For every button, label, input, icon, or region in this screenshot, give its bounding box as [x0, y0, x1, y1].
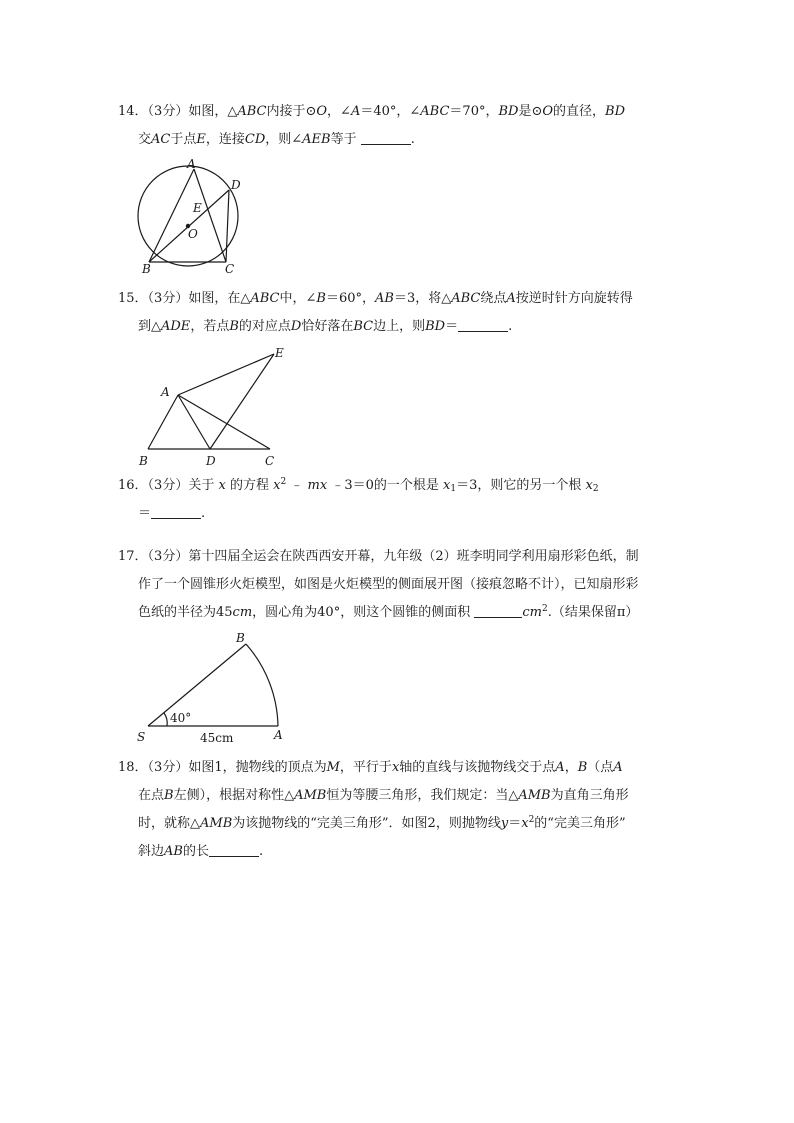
figure-15-rotation [134, 345, 294, 473]
segment-ac [178, 395, 270, 449]
figure-14-circle [128, 158, 252, 278]
q15-line-2: 到△ADE，若点B的对应点D恰好落在BC边上，则BD＝ . [138, 319, 513, 334]
q17-line-1: 17．（3分）第十四届全运会在陕西西安开幕，九年级（2）班李明同学利用扇形彩色纸，制 [118, 549, 639, 564]
q17-line-3: 色纸的半径为45cm，圆心角为40°，则这个圆锥的侧面积 $cm^2$.（结果保留π） [138, 604, 639, 620]
label-b: B [139, 454, 148, 468]
arc-ab [246, 644, 278, 726]
question-15 [118, 285, 678, 341]
label-c: C [225, 262, 235, 276]
figure-17-sector [134, 627, 304, 747]
q16-line-1: 16．（3分）关于 x 的方程 $x^2$ ﹣ mx ﹣3＝0的一个根是 $x_1=3$，则它的另一个根 $x_2$ [118, 477, 599, 494]
segment-ad [178, 395, 210, 449]
answer-blank-15[interactable] [458, 317, 508, 332]
radius-sb [148, 644, 246, 726]
q18-line-2: 在点B左侧），根据对称性△AMB恒为等腰三角形，我们规定：当△AMB为直角三角形 [138, 788, 629, 803]
q15-line-1: 15．（3分）如图，在△ABC中，∠B＝60°，AB＝3，将△ABC绕点A按逆时针方向旋转得 [118, 291, 633, 306]
segment-cd [226, 190, 229, 262]
angle-mark [164, 713, 167, 726]
answer-blank-14[interactable] [361, 130, 411, 145]
question-18 [118, 754, 678, 866]
label-e: E [275, 346, 284, 360]
label-b: B [236, 631, 245, 645]
q14-line-2: 交AC于点E，连接CD，则∠AEB等于 . [138, 132, 415, 147]
question-17 [118, 543, 678, 627]
label-a: A [187, 158, 196, 171]
label-o: O [188, 227, 198, 241]
q18-line-1: 18．（3分）如图1，抛物线的顶点为M，平行于x轴的直线与该抛物线交于点A，B（点A [118, 760, 623, 775]
segment-ab [148, 395, 178, 449]
label-angle: 40° [170, 711, 192, 725]
answer-blank-17[interactable] [474, 603, 522, 618]
segment-ab [149, 169, 194, 262]
label-a: A [161, 385, 170, 399]
segment-ac [194, 169, 226, 262]
q16-line-2: ＝ . [138, 506, 206, 521]
label-s: S [137, 730, 146, 744]
label-a: A [274, 728, 283, 742]
q17-line-2: 作了一个圆锥形火炬模型，如图是火炬模型的侧面展开图（接痕忽略不计），已知扇形彩 [138, 577, 639, 592]
q18-line-4: 斜边AB的长 . [138, 844, 264, 859]
label-d: D [206, 454, 216, 468]
answer-blank-18[interactable] [209, 842, 259, 857]
label-c: C [265, 454, 275, 468]
label-radius: 45cm [200, 731, 234, 745]
answer-blank-16[interactable] [151, 504, 201, 519]
q14-line-1: 14．（3分）如图，△ABC内接于⊙O，∠A＝40°，∠ABC＝70°，BD是⊙O的直径，BD [118, 104, 626, 119]
label-b: B [142, 262, 151, 276]
label-e: E [193, 201, 202, 215]
question-14 [118, 98, 678, 154]
label-d: D [231, 178, 241, 192]
question-16 [118, 472, 678, 528]
q18-line-3: 时，就称△AMB为该抛物线的“完美三角形”．如图2，则抛物线$y=x^2$的“完美三角形” [138, 815, 626, 831]
